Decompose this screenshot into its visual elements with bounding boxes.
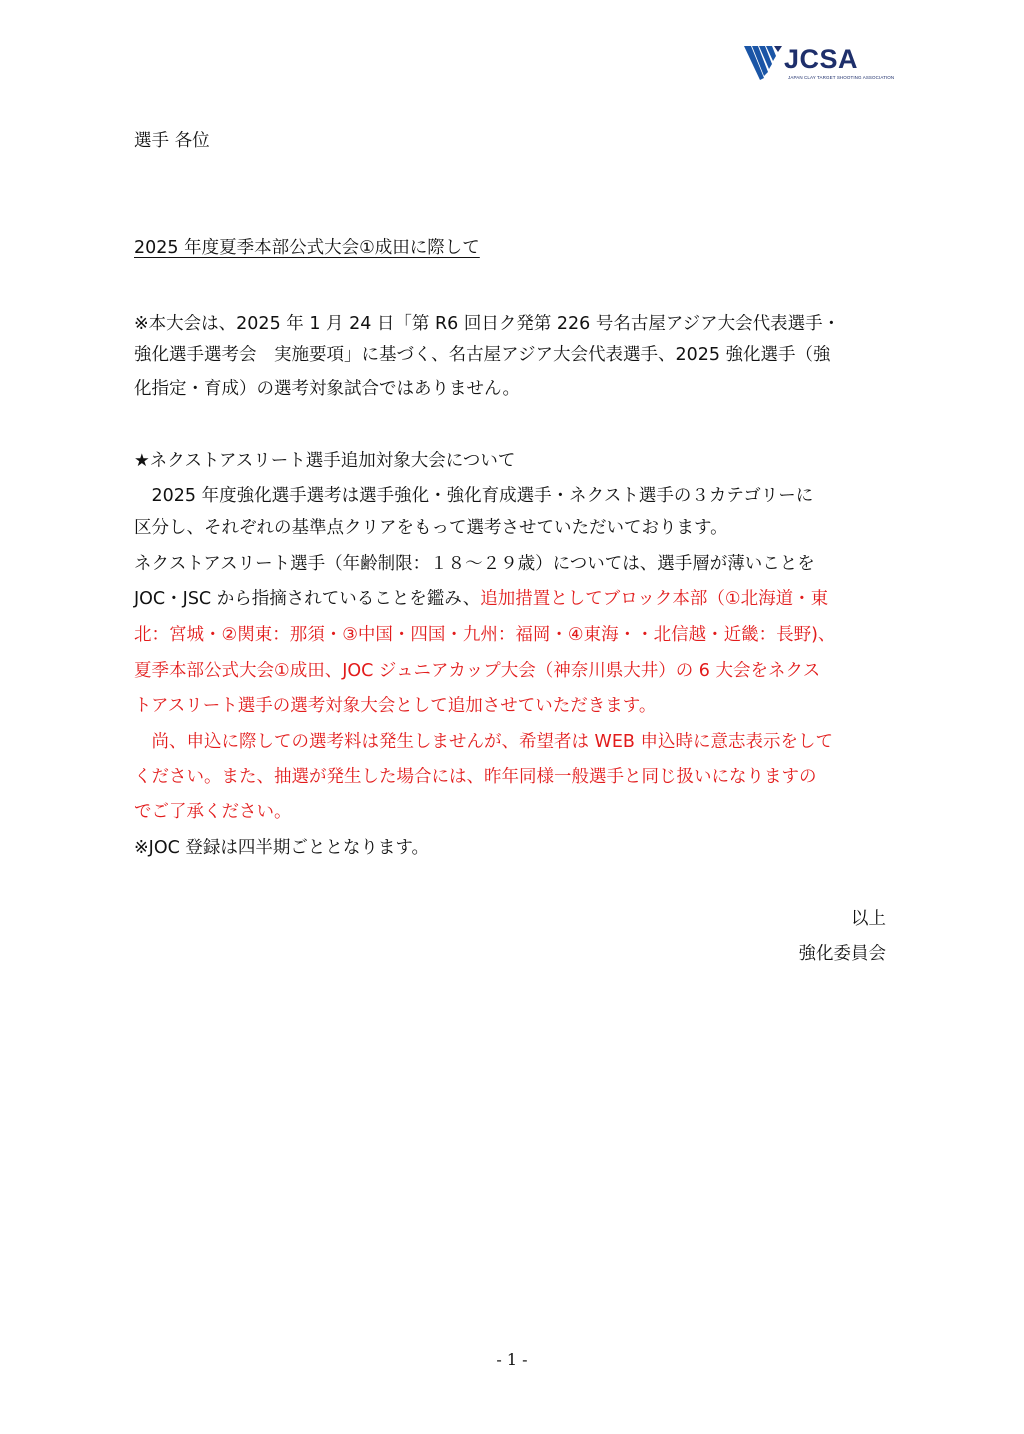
para3-line-3: でご了承ください。 xyxy=(134,802,292,822)
document-title: 2025 年度夏季本部公式大会①成田に際して xyxy=(134,238,480,258)
closing-committee: 強化委員会 xyxy=(798,944,886,964)
para2-line-4: 夏季本部公式大会①成田、JOC ジュニアカップ大会（神奈川県大井）の 6 大会をネクス xyxy=(134,661,821,681)
footnote: ※JOC 登録は四半期ごととなります。 xyxy=(134,838,429,858)
para2-line-2-black: JOC・JSC から指摘されていることを鑑み、 xyxy=(134,589,481,609)
logo-subtext: JAPAN CLAY TARGET SHOOTING ASSOCIATION xyxy=(788,75,895,80)
notice-line-2: 強化選手選考会 実施要項」に基づく、名古屋アジア大会代表選手、2025 強化選手（強 xyxy=(134,345,831,365)
jcsa-logo xyxy=(744,44,895,88)
para1-line-2: 区分し、それぞれの基準点クリアをもって選考させていただいております。 xyxy=(134,518,728,538)
notice-line-3: 化指定・育成）の選考対象試合ではありません。 xyxy=(134,379,521,399)
page-number: - 1 - xyxy=(496,1350,528,1369)
jcsa-logo-mark-icon xyxy=(744,44,784,84)
notice-line-1: ※本大会は、2025 年 1 月 24 日「第 R6 回日ク発第 226 号名古屋アジア大会代表選手・ xyxy=(134,314,841,334)
para3-line-1: 尚、申込に際しての選考料は発生しませんが、希望者は WEB 申込時に意志表示をして xyxy=(134,732,833,752)
para2-line-2 xyxy=(134,584,828,615)
salutation: 選手 各位 xyxy=(134,131,210,151)
para3-line-2: ください。また、抽選が発生した場合には、昨年同様一般選手と同じ扱いになりますの xyxy=(134,767,817,787)
para2-line-2-red: 追加措置としてブロック本部（①北海道・東 xyxy=(480,589,829,609)
closing-ijou: 以上 xyxy=(851,909,886,929)
section-heading: ★ネクストアスリート選手追加対象大会について xyxy=(134,451,516,471)
para2-line-5: トアスリート選手の選考対象大会として追加させていただきます。 xyxy=(134,696,657,716)
para2-line-3: 北：宮城・②関東：那須・③中国・四国・九州：福岡・④東海・・北信越・近畿：長野)、 xyxy=(134,625,836,645)
logo-text: JCSA xyxy=(784,44,859,74)
para1-line-1: 2025 年度強化選手選考は選手強化・強化育成選手・ネクスト選手の３カテゴリーに xyxy=(134,486,814,506)
para2-line-1: ネクストアスリート選手（年齢制限：１８～２９歳）については、選手層が薄いことを xyxy=(134,554,815,574)
